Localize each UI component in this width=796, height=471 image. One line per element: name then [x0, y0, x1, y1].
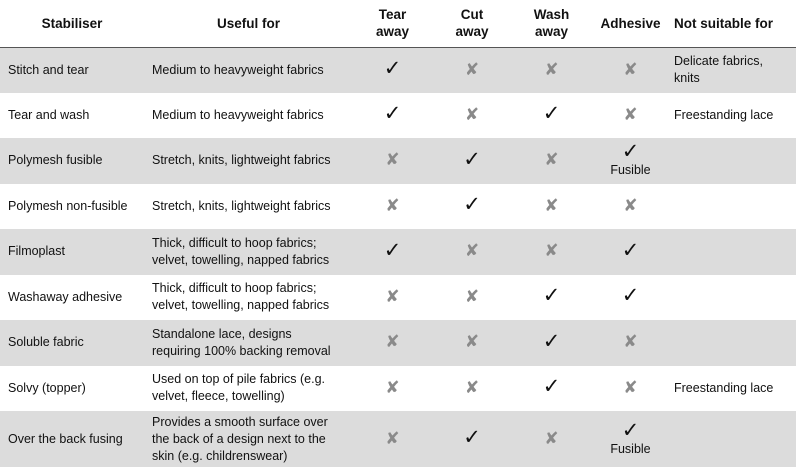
not-suitable-cell: [670, 275, 796, 321]
useful-for-line: Medium to heavyweight fabrics: [152, 107, 324, 122]
not-suitable-line: Freestanding lace: [674, 380, 774, 395]
cross-icon: ✘: [544, 195, 559, 215]
cross-icon: ✘: [544, 59, 559, 79]
stabiliser-name: Washaway adhesive: [8, 289, 123, 304]
check-icon: ✓: [542, 329, 561, 353]
useful-for-line: velvet, towelling, napped fabrics: [152, 252, 330, 267]
cut-cell: [432, 47, 512, 93]
header-not-suitable-for: Not suitable for: [670, 0, 796, 47]
not-suitable-line: Freestanding lace: [674, 107, 774, 122]
not-suitable-cell: [670, 320, 796, 366]
not-suitable-cell: [670, 366, 796, 412]
wash-cell: [512, 275, 591, 321]
wash-cell: [512, 411, 591, 467]
useful-for-line: velvet, towelling, napped fabrics: [152, 298, 330, 313]
cross-icon: ✘: [385, 428, 400, 448]
table-row: [0, 184, 796, 230]
cross-icon: ✘: [623, 59, 638, 79]
table-row: [0, 229, 796, 275]
not-suitable-cell: [670, 229, 796, 275]
stabiliser-name: Polymesh non-fusible: [8, 198, 128, 213]
cross-icon: ✘: [464, 332, 480, 352]
useful-for-cell: [144, 93, 353, 139]
check-icon: ✓: [621, 238, 640, 262]
table-row: [0, 275, 796, 321]
not-suitable-cell: [670, 184, 796, 230]
tear-cell: [353, 366, 432, 412]
adhesive-note: Fusible: [610, 441, 651, 456]
table-row: [0, 320, 796, 366]
header-cut-away: Cut away: [432, 0, 512, 47]
useful-for-line: Provides a smooth surface over: [152, 414, 328, 429]
cross-icon: ✘: [623, 332, 638, 352]
table-row: [0, 47, 796, 93]
cut-cell: [432, 229, 512, 275]
tear-cell: [353, 229, 432, 275]
useful-for-line: Standalone lace, designs: [152, 326, 292, 341]
wash-cell: [512, 184, 591, 230]
tear-cell: [353, 184, 432, 230]
check-icon: ✓: [542, 284, 561, 308]
useful-for-line: Thick, difficult to hoop fabrics;: [152, 235, 317, 250]
useful-for-line: skin (e.g. childrenswear): [152, 448, 288, 463]
cut-cell: [432, 184, 512, 230]
table-row: [0, 366, 796, 412]
check-icon: ✓: [621, 140, 640, 164]
cross-icon: ✘: [544, 241, 559, 261]
stabiliser-name: Tear and wash: [8, 107, 90, 122]
cut-cell: [432, 275, 512, 321]
cut-cell: [432, 320, 512, 366]
tear-cell: [353, 320, 432, 366]
table-row: [0, 138, 796, 184]
cross-icon: ✘: [464, 241, 480, 261]
adhesive-cell: [591, 184, 670, 230]
check-icon: ✓: [383, 57, 402, 80]
useful-for-line: Stretch, knits, lightweight fabrics: [152, 153, 331, 168]
header-useful-for: Useful for: [144, 0, 353, 47]
cross-icon: ✘: [623, 104, 638, 124]
useful-for-cell: [144, 184, 353, 230]
cross-icon: ✘: [385, 150, 400, 170]
wash-cell: [512, 93, 591, 139]
useful-for-cell: [144, 320, 353, 366]
useful-for-cell: [144, 138, 353, 184]
cross-icon: ✘: [623, 377, 638, 397]
not-suitable-cell: [670, 138, 796, 184]
header-tear-away: Tear away: [353, 0, 432, 47]
header-row: [0, 0, 796, 47]
tear-cell: [353, 275, 432, 321]
adhesive-cell: [591, 411, 670, 467]
useful-for-line: Thick, difficult to hoop fabrics;: [152, 281, 317, 296]
wash-cell: [512, 138, 591, 184]
useful-for-line: Medium to heavyweight fabrics: [152, 62, 324, 77]
not-suitable-cell: [670, 47, 796, 93]
cut-cell: [432, 366, 512, 412]
useful-for-line: Used on top of pile fabrics (e.g.: [152, 372, 326, 387]
useful-for-line: requiring 100% backing removal: [152, 343, 331, 358]
adhesive-cell: [591, 229, 670, 275]
check-icon: ✓: [621, 284, 640, 308]
tear-cell: [353, 411, 432, 467]
cross-icon: ✘: [464, 377, 480, 397]
check-icon: ✓: [463, 147, 481, 171]
adhesive-cell: [591, 47, 670, 93]
cross-icon: ✘: [385, 332, 400, 352]
cross-icon: ✘: [385, 195, 400, 215]
wash-cell: [512, 320, 591, 366]
cross-icon: ✘: [464, 286, 480, 306]
tear-cell: [353, 47, 432, 93]
stabiliser-name: Stitch and tear: [0, 47, 144, 93]
cross-icon: ✘: [544, 150, 559, 170]
adhesive-cell: [591, 138, 670, 184]
header-stabiliser: Stabiliser: [0, 0, 144, 47]
cut-cell: [432, 411, 512, 467]
check-icon: ✓: [542, 102, 561, 126]
stabiliser-name: Over the back fusing: [0, 411, 144, 467]
cut-cell: [432, 93, 512, 139]
cross-icon: ✘: [623, 195, 638, 215]
table-row: [0, 411, 796, 467]
useful-for-cell: [144, 229, 353, 275]
tear-cell: [353, 93, 432, 139]
adhesive-cell: [591, 366, 670, 412]
stabiliser-name: Soluble fabric: [0, 320, 144, 366]
check-icon: ✓: [463, 426, 481, 449]
tear-cell: [353, 138, 432, 184]
check-icon: ✓: [383, 238, 402, 262]
check-icon: ✓: [621, 418, 640, 442]
not-suitable-cell: [670, 411, 796, 467]
wash-cell: [512, 229, 591, 275]
check-icon: ✓: [463, 193, 481, 217]
useful-for-cell: [144, 411, 353, 467]
not-suitable-cell: [670, 93, 796, 139]
check-icon: ✓: [383, 102, 402, 126]
not-suitable-line: knits: [674, 71, 700, 85]
adhesive-cell: [591, 275, 670, 321]
useful-for-cell: [144, 366, 353, 412]
cross-icon: ✘: [385, 286, 400, 306]
not-suitable-line: Delicate fabrics,: [674, 54, 763, 68]
header-adhesive: Adhesive: [591, 0, 670, 47]
wash-cell: [512, 47, 591, 93]
useful-for-line: velvet, fleece, towelling): [152, 389, 285, 404]
useful-for-cell: [144, 275, 353, 321]
adhesive-note: Fusible: [610, 163, 651, 178]
adhesive-cell: [591, 93, 670, 139]
wash-cell: [512, 366, 591, 412]
stabiliser-name: Solvy (topper): [8, 380, 86, 395]
useful-for-cell: [144, 47, 353, 93]
cross-icon: ✘: [464, 59, 480, 79]
cross-icon: ✘: [385, 377, 400, 397]
cross-icon: ✘: [464, 104, 480, 124]
stabiliser-name: Filmoplast: [0, 229, 144, 275]
check-icon: ✓: [542, 375, 561, 399]
table-row: [0, 93, 796, 139]
stabiliser-name: Polymesh fusible: [0, 138, 144, 184]
header-wash-away: Wash away: [512, 0, 591, 47]
adhesive-cell: [591, 320, 670, 366]
cross-icon: ✘: [544, 428, 559, 448]
useful-for-line: the back of a design next to the: [152, 431, 326, 446]
useful-for-line: Stretch, knits, lightweight fabrics: [152, 198, 331, 213]
cut-cell: [432, 138, 512, 184]
